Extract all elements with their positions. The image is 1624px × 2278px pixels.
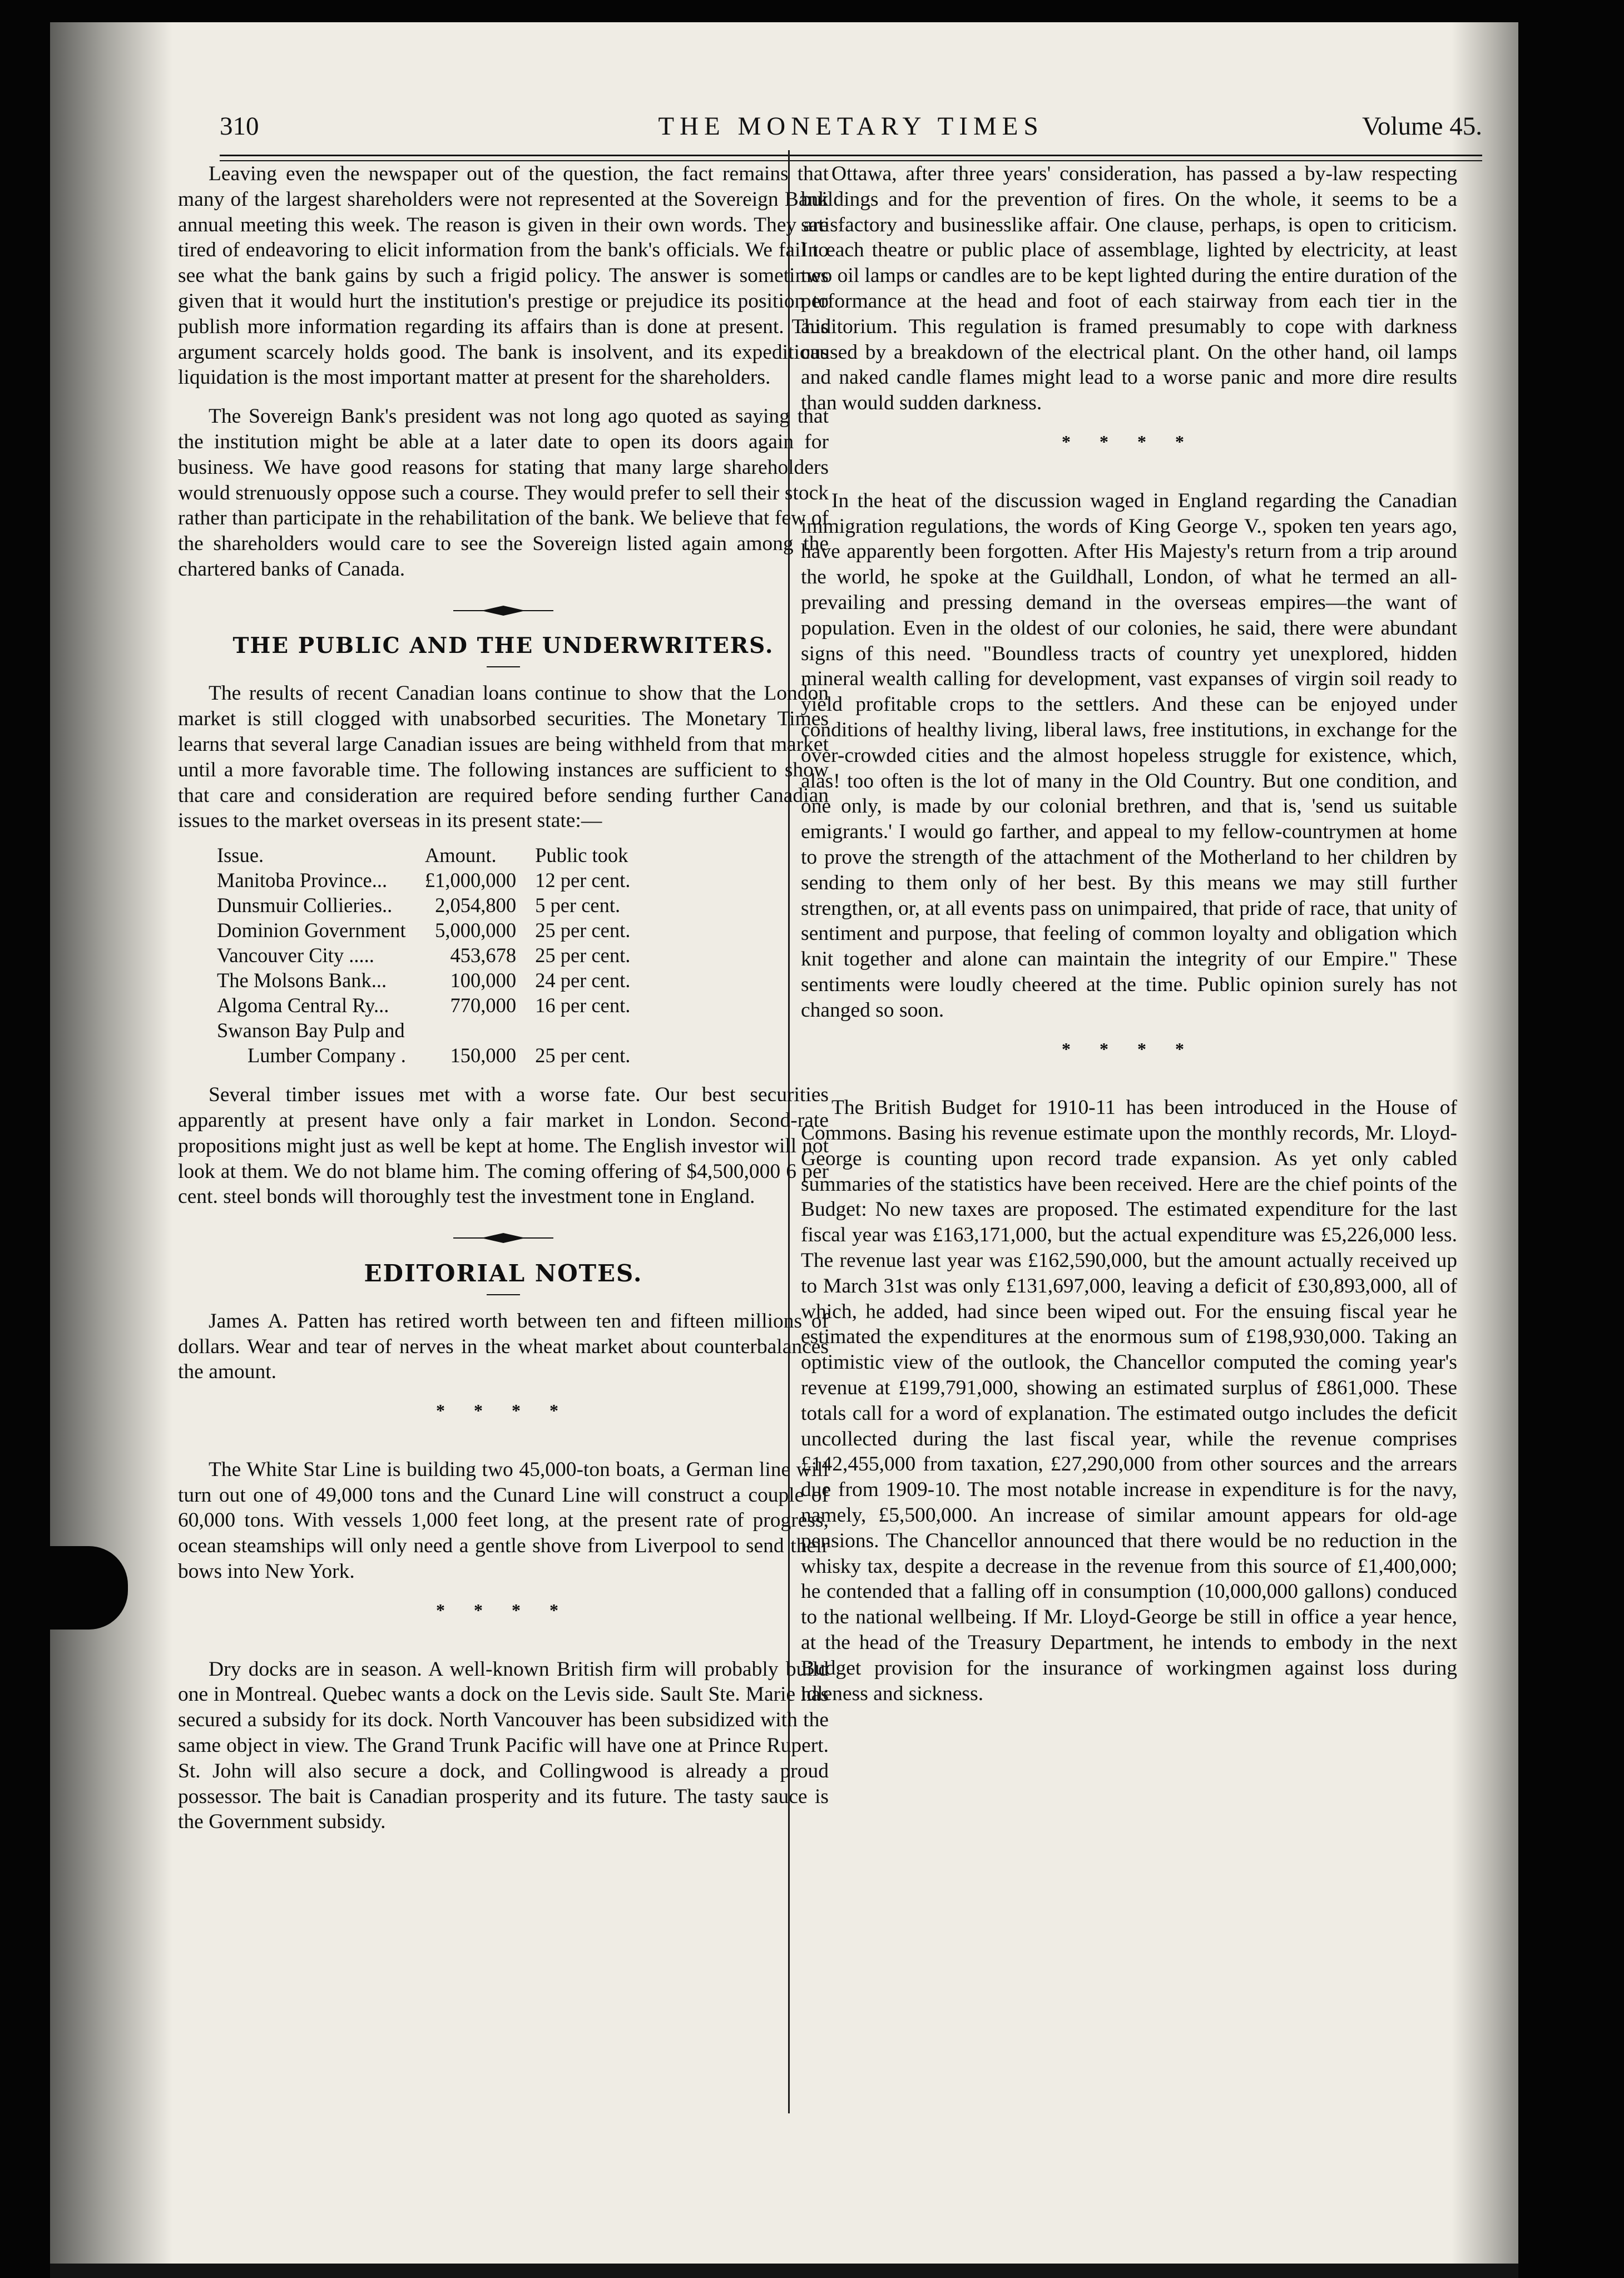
left-column <box>178 161 829 1848</box>
underwriters-paragraph-1: The results of recent Canadian loans continue to show that the London market is still clogged with unabsorbed securities. The Monetary Times learns that several large Canadian issues are being withheld from that market until a more favorable time. The following instances are sufficient to show that care and consideration are required before sending further Canadian issues to the market overseas in its present state:— <box>178 682 829 833</box>
took-cell: 5 per cent. <box>535 894 621 917</box>
amount-cell: £1,000,000 <box>424 869 517 892</box>
star-separator: * * * * <box>1062 1038 1196 1059</box>
scan-edge-left <box>0 0 50 2278</box>
ornament-icon <box>453 605 553 617</box>
table-header-took: Public took <box>535 844 628 867</box>
table-row <box>217 943 649 968</box>
scan-edge-right <box>1518 0 1624 2278</box>
took-cell: 25 per cent. <box>535 1044 631 1067</box>
binding-shadow <box>50 22 172 2264</box>
table-header-issue: Issue. <box>217 844 264 867</box>
header-rule <box>220 155 1482 161</box>
took-cell: 25 per cent. <box>535 944 631 967</box>
title-rule <box>487 666 520 667</box>
issue-cell: Dominion Government <box>217 919 406 942</box>
amount-cell: 770,000 <box>450 994 517 1017</box>
issue-cell: Vancouver City ..... <box>217 944 374 967</box>
took-cell: 12 per cent. <box>535 869 631 892</box>
took-cell: 25 per cent. <box>535 919 631 942</box>
issue-cell: Manitoba Province... <box>217 869 388 892</box>
ottawa-bylaw-paragraph: Ottawa, after three years' consideration, has passed a by-law respecting buildings and for the prevention of fires. On the whole, it seems to be a satisfactory and businesslike affair. One clause, perhaps, is open to criticism. In each theatre or public place of assemblage, lighted by electricity, at least two oil lamps or candles are to be kept lighted during the entire duration of the performance at the head and foot of each stairway from each tier in the auditorium. This regulation is framed presumably to cope with darkness caused by a breakdown of the electrical plant. On the other hand, oil lamps and naked candle flames might lead to a worse panic and more dire results than would sudden darkness. <box>801 162 1457 415</box>
sovereign-bank-paragraph-2: The Sovereign Bank's president was not long ago quoted as saying that the institution might be able at a later date to open its doors again for business. We have good reasons for stating that many large shareholders would strenuously oppose such a course. They would prefer to sell their stock rather than participate in the rehabilitation of the bank. We believe that few of the shareholders would care to see the Sovereign listed again among the chartered banks of Canada. <box>178 405 829 581</box>
table-row <box>217 893 649 918</box>
page-edge-shadow <box>1452 22 1518 2264</box>
took-cell: 24 per cent. <box>535 969 631 992</box>
immigration-paragraph: In the heat of the discussion waged in England regarding the Canadian immigration regulations, the words of King George V., spoken ten years ago, have apparently been forgotten. After His Majesty's return from a trip around the world, he spoke at the Guildhall, London, of what he termed an all-prevailing and pressing demand in the overseas empires—the want of population. Even in the oldest of our colonies, he said, there were abundant signs of this need. "Boundless tracts of country yet unexplored, hidden mineral wealth calling for development, vast expanses of virgin soil ready to yield profitable crops to the settlers. And these can be enjoyed under conditions of healthy living, liberal laws, free institutions, in exchange for the over-crowded cities and the almost hopeless struggle for existence, which, alas! too often is the lot of many in the Old Country. But one condition, and one only, is made by our colonial brethren, and that is, 'send us suitable emigrants.' I would go farther, and appeal to my fellow-countrymen at home to prove the strength of the attachment of the Motherland to her children by sending to them only of her best. By this means we may still further strengthen, or, at all events pass on unimpaired, that pride of race, that unity of sentiment and purpose, that feeling of common loyalty and obligation which knit together and alone can maintain the integrity of our Empire." These sentiments were loudly cheered at the time. Public opinion surely has not changed so soon. <box>801 489 1457 1022</box>
sovereign-bank-paragraph-1: Leaving even the newspaper out of the question, the fact remains that many of the largest shareholders were not represented at the Sovereign Bank annual meeting this week. The reason is given in their own words. They are tired of endeavoring to elicit information from the bank's officials. We fail to see what the bank gains by such a frigid policy. The answer is sometimes given that it would hurt the institution's prestige or prejudice its position to publish more information regarding its affairs than is done at present. This argument scarcely holds good. The bank is insolvent, and its expeditious liquidation is the most important matter at present for the shareholders. <box>178 162 829 389</box>
amount-cell: 100,000 <box>450 969 517 992</box>
star-separator: * * * * <box>436 1599 571 1620</box>
table-row <box>217 993 649 1018</box>
table-row <box>217 1018 649 1043</box>
ornament-icon <box>453 1232 553 1244</box>
section-ornament <box>178 598 829 623</box>
star-separator: * * * * <box>436 1400 571 1421</box>
running-header <box>220 106 1482 150</box>
amount-cell: 2,054,800 <box>435 894 517 917</box>
issue-cell: Swanson Bay Pulp and <box>217 1019 405 1042</box>
issue-cell: Dunsmuir Collieries.. <box>217 894 393 917</box>
table-row <box>217 918 649 943</box>
volume-label: Volume 45. <box>1362 112 1482 141</box>
canadian-loans-table <box>217 843 649 1068</box>
right-column <box>801 161 1457 1720</box>
issue-cell: The Molsons Bank... <box>217 969 387 992</box>
editorial-note-dry-docks: Dry docks are in season. A well-known British firm will probably build one in Montreal. Quebec wants a dock on the Levis side. Sault Ste. Marie has secured a subsidy for its dock. North Vancouver has been subsidized with the same object in view. The Grand Trunk Pacific will have one at Prince Rupert. St. John will also secure a dock, and Collingwood is already a proud possessor. The bait is Canadian prosperity and its future. The tasty sauce is the Government subsidy. <box>178 1657 829 1834</box>
amount-cell: 453,678 <box>450 944 517 967</box>
amount-cell: 150,000 <box>450 1044 517 1067</box>
table-header-row <box>217 843 649 868</box>
issue-cell: Lumber Company . <box>247 1044 406 1067</box>
scanner-clip-shadow <box>0 1546 128 1630</box>
publication-title: THE MONETARY TIMES <box>658 112 1044 141</box>
table-row <box>217 1043 649 1068</box>
star-separator: * * * * <box>1062 431 1196 452</box>
underwriters-paragraph-2: Several timber issues met with a worse fate. Our best securities apparently at present have only a fair market in London. Second-rate propositions might just as well be kept at home. The English investor will not look at them. We do not blame him. The coming offering of $4,500,000 6 per cent. steel bonds will thoroughly test the investment tone in England. <box>178 1083 829 1209</box>
page-number: 310 <box>220 112 259 141</box>
editorial-note-steamships: The White Star Line is building two 45,000-ton boats, a German line will turn out one of 49,000 tons and the Cunard Line will construct a couple of 60,000 tons. With vessels 1,000 feet long, at the present rate of progress, ocean steamships will only need a gentle shove from Liverpool to send their bows into New York. <box>178 1458 829 1583</box>
amount-cell: 5,000,000 <box>435 919 517 942</box>
section-title-editorial-notes: EDITORIAL NOTES. <box>364 1259 643 1287</box>
scan-edge-top <box>50 0 1518 22</box>
table-header-amount: Amount. <box>424 844 497 867</box>
section-ornament <box>178 1225 829 1251</box>
issue-cell: Algoma Central Ry... <box>217 994 389 1017</box>
took-cell: 16 per cent. <box>535 994 631 1017</box>
table-row <box>217 868 649 893</box>
table-row <box>217 968 649 993</box>
british-budget-paragraph: The British Budget for 1910-11 has been introduced in the House of Commons. Basing his revenue estimate upon the monthly records, Mr. Lloyd-George is counting upon record trade expansion. As yet only cabled summaries of the statistics have been received. Here are the chief points of the Budget: No new taxes are proposed. The estimated expenditure for the last fiscal year was £163,171,000, but the actual expenditure was £5,226,000 less. The revenue last year was £162,590,000, but the amount actually received up to March 31st was only £131,697,000, leaving a deficit of £30,893,000, all of which, he added, had since been wiped out. For the ensuing fiscal year he estimated the expenditures at the enormous sum of £198,930,000. Taking an optimistic view of the outlook, the Chancellor computed the coming year's revenue at £199,791,000, showing an estimated surplus of £861,000. These totals call for a word of explanation. The estimated outgo includes the deficit uncollected during the last fiscal year, while the revenue comprises £142,455,000 from taxation, £27,290,000 from other sources and the arrears due from 1909-10. The most notable increase in expenditure is for the navy, namely, £5,500,000. An increase of similar amount appears for old-age pensions. The Chancellor announced that there would be no reduction in the whisky tax, despite a decrease in the revenue from this source of £1,400,000; he contended that a falling off in consumption (10,000,000 gallons) conduced to the national wellbeing. If Mr. Lloyd-George be still in office a year hence, at the head of the Treasury Department, he intends to embody in the next Budget provision for the insurance of workingmen against loss during idleness and sickness. <box>801 1096 1457 1705</box>
title-rule <box>487 1294 520 1295</box>
editorial-note-patten: James A. Patten has retired worth between ten and fifteen millions of dollars. Wear and tear of nerves in the wheat market about counterbalances the amount. <box>178 1309 829 1384</box>
section-title-underwriters: THE PUBLIC AND THE UNDERWRITERS. <box>232 632 774 658</box>
